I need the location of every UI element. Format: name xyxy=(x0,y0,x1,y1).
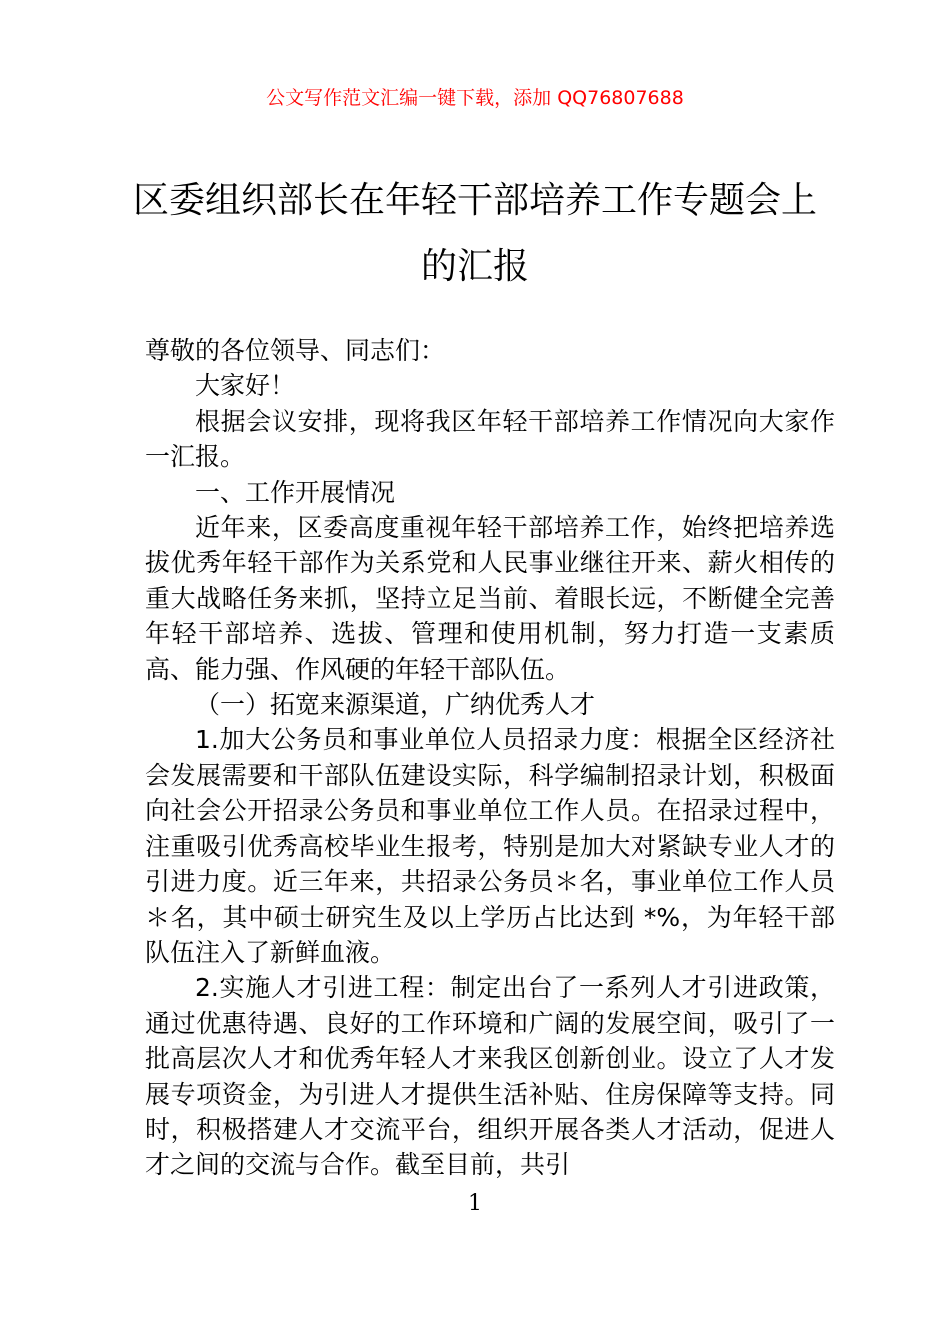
document-body xyxy=(145,333,835,1183)
salutation: 尊敬的各位领导、同志们： xyxy=(145,336,446,365)
paragraph-item-1: 1.加大公务员和事业单位人员招录力度：根据全区经济社会发展需要和干部队伍建设实际，科学编制招录计划，积极面向社会公开招录公务员和事业单位工作人员。在招录过程中，注重吸引优秀高校毕业生报考，特别是加大对紧缺专业人才的引进力度。近三年来，共招录公务员＊名，事业单位工作人员＊名，其中硕士研究生及以上学历占比达到 *%，为年轻干部队伍注入了新鲜血液。 xyxy=(145,725,835,967)
page-number: 1 xyxy=(468,1191,482,1216)
paragraph-overview: 近年来，区委高度重视年轻干部培养工作，始终把培养选拔优秀年轻干部作为关系党和人民事业继往开来、薪火相传的重大战略任务来抓，坚持立足当前、着眼长远，不断健全完善年轻干部培养、选拔、管理和使用机制，努力打造一支素质高、能力强、作风硬的年轻干部队伍。 xyxy=(145,513,835,684)
paragraph-item-2: 2.实施人才引进工程：制定出台了一系列人才引进政策，通过优惠待遇、良好的工作环境和广阔的发展空间，吸引了一批高层次人才和优秀年轻人才来我区创新创业。设立了人才发展专项资金，为引进人才提供生活补贴、住房保障等支持。同时，积极搭建人才交流平台，组织开展各类人才活动，促进人才之间的交流与合作。截至目前，共引 xyxy=(145,973,835,1180)
subsection-heading: （一）拓宽来源渠道，广纳优秀人才 xyxy=(195,690,596,720)
page-title: 区委组织部长在年轻干部培养工作专题会上的汇报 xyxy=(132,180,817,287)
section-heading: 一、工作开展情况 xyxy=(195,477,396,507)
paragraph-intro: 根据会议安排，现将我区年轻干部培养工作情况向大家作一汇报。 xyxy=(145,406,835,472)
header-note: 公文写作范文汇编一键下载，添加 QQ76807688 xyxy=(266,87,684,109)
greeting: 大家好！ xyxy=(195,371,296,401)
